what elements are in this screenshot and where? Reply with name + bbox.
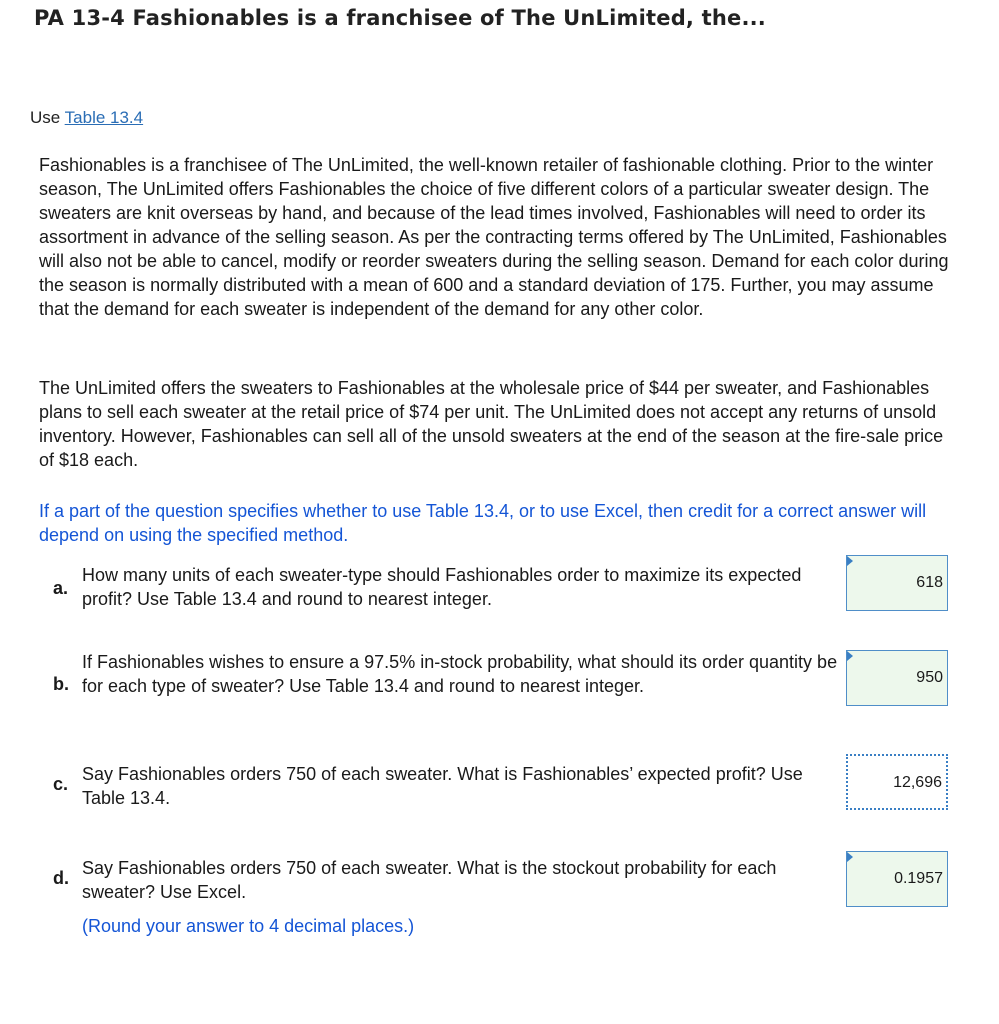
question-d-note: (Round your answer to 4 decimal places.): [82, 916, 415, 936]
question-d-letter: d.: [53, 868, 69, 888]
answer-d-value: 0.1957: [894, 870, 943, 887]
question-c-letter: c.: [53, 774, 69, 794]
question-b-text: If Fashionables wishes to ensure a 97.5% in-stock probability, what should its order quantity be for each type of sweater? Use Table 13.4 and round to nearest integer.: [82, 652, 838, 696]
flag-icon: [847, 852, 853, 862]
question-a-letter: a.: [53, 578, 69, 598]
use-table-line: [30, 108, 143, 128]
problem-paragraph-1: Fashionables is a franchisee of The UnLimited, the well-known retailer of fashionable clothing. Prior to the winter season, The UnLimited offers Fashionables the choice of five different colors of a particular sweater design. The sweaters are knit overseas by hand, and because of the lead times involved, Fashionables will need to order its assortment in advance of the selling season. As per the contracting terms offered by The UnLimited, Fashionables will also not be able to cancel, modify or reorder sweaters during the selling season. Demand for each color during the season is normally distributed with a mean of 600 and a standard deviation of 175. Further, you may assume that the demand for each sweater is independent of the demand for any other color.: [39, 155, 949, 319]
answer-c-input[interactable]: [846, 754, 948, 810]
problem-paragraph-2: The UnLimited offers the sweaters to Fashionables at the wholesale price of $44 per sweater, and Fashionables plans to sell each sweater at the retail price of $74 per unit. The UnLimited does not accept any returns of unsold inventory. However, Fashionables can sell all of the unsold sweaters at the end of the season at the fire-sale price of $18 each.: [39, 378, 944, 470]
answer-b-value: 950: [916, 669, 943, 686]
answer-a-value: 618: [916, 574, 943, 591]
question-b-letter: b.: [53, 674, 69, 694]
table-13-4-link[interactable]: Table 13.4: [64, 108, 144, 127]
flag-icon: [847, 556, 853, 566]
answer-b-input[interactable]: [846, 650, 948, 706]
instruction-text: If a part of the question specifies whether to use Table 13.4, or to use Excel, then credit for a correct answer will depend on using the specified method.: [39, 501, 927, 545]
answer-c-value: 12,696: [893, 774, 942, 791]
use-table-prefix: Use: [30, 108, 65, 127]
flag-icon: [847, 651, 853, 661]
answer-a-input[interactable]: [846, 555, 948, 611]
page-title: PA 13-4 Fashionables is a franchisee of The UnLimited, the...: [34, 6, 766, 30]
question-c-text: Say Fashionables orders 750 of each sweater. What is Fashionables’ expected profit? Use Table 13.4.: [82, 764, 803, 808]
question-d-text: Say Fashionables orders 750 of each sweater. What is the stockout probability for each sweater? Use Excel.: [82, 858, 777, 902]
question-a-text: How many units of each sweater-type should Fashionables order to maximize its expected profit? Use Table 13.4 and round to nearest integer.: [82, 565, 802, 609]
answer-d-input[interactable]: [846, 851, 948, 907]
